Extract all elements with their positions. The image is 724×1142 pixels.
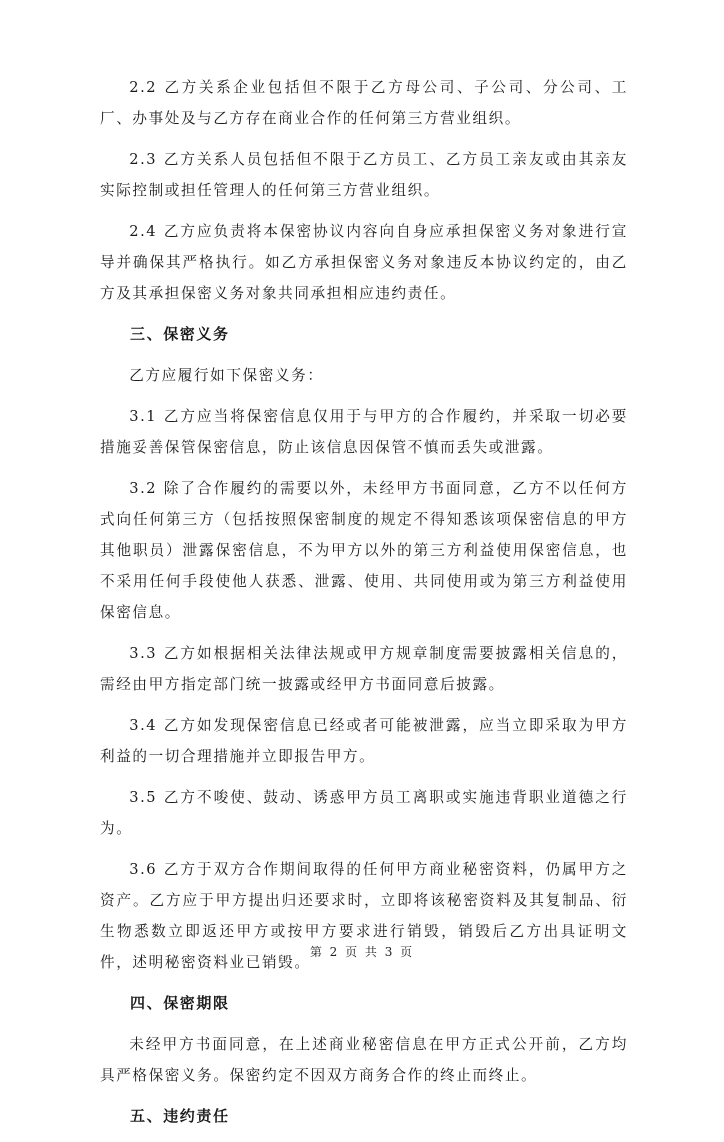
clause-3-5: 3.5 乙方不唆使、鼓动、诱惑甲方员工离职或实施违背职业道德之行为。 <box>100 789 628 837</box>
clause-3-4: 3.4 乙方如发现保密信息已经或者可能被泄露，应当立即采取为甲方利益的一切合理措施并立即报告甲方。 <box>100 717 628 765</box>
section-heading-5: 五、违约责任 <box>130 1107 230 1125</box>
clause-3-6: 3.6 乙方于双方合作期间取得的任何甲方商业秘密资料，仍属甲方之资产。乙方应于甲方提出归还要求时，立即将该秘密资料及其复制品、衍生物悉数立即返还甲方或按甲方要求进行销毁，销毁后乙方出具证明文件，述明秘密资料业已销毁。 <box>100 861 628 971</box>
clause-2-3: 2.3 乙方关系人员包括但不限于乙方员工、乙方员工亲友或由其亲友实际控制或担任管理人的任何第三方营业组织。 <box>100 151 628 199</box>
document-body <box>100 72 628 1142</box>
clause-2-4: 2.4 乙方应负责将本保密协议内容向自身应承担保密义务对象进行宣导并确保其严格执行。如乙方承担保密义务对象违反本协议约定的，由乙方及其承担保密义务对象共同承担相应违约责任。 <box>100 223 628 302</box>
section-heading-4: 四、保密期限 <box>130 994 230 1012</box>
clause-2-2: 2.2 乙方关系企业包括但不限于乙方母公司、子公司、分公司、工厂、办事处及与乙方存在商业合作的任何第三方营业组织。 <box>100 79 628 127</box>
section-3-intro: 乙方应履行如下保密义务： <box>129 367 324 384</box>
section-heading-3: 三、保密义务 <box>130 325 230 343</box>
page-footer: 第 2 页 共 3 页 <box>309 945 415 959</box>
clause-3-2: 3.2 除了合作履约的需要以外，未经甲方书面同意，乙方不以任何方式向任何第三方（包括按照保密制度的规定不得知悉该项保密信息的甲方其他职员）泄露保密信息，不为甲方以外的第三方利益使用保密信息，也不采用任何手段使他人获悉、泄露、使用、共同使用或为第三方利益使用保密信息。 <box>100 480 628 621</box>
section-4-body: 未经甲方书面同意，在上述商业秘密信息在甲方正式公开前，乙方均具严格保密义务。保密约定不因双方商务合作的终止而终止。 <box>100 1036 628 1084</box>
clause-3-1: 3.1 乙方应当将保密信息仅用于与甲方的合作履约，并采取一切必要措施妥善保管保密信息，防止该信息因保管不慎而丢失或泄露。 <box>100 408 628 456</box>
clause-3-3: 3.3 乙方如根据相关法律法规或甲方规章制度需要披露相关信息的，需经由甲方指定部门统一披露或经甲方书面同意后披露。 <box>100 645 628 693</box>
